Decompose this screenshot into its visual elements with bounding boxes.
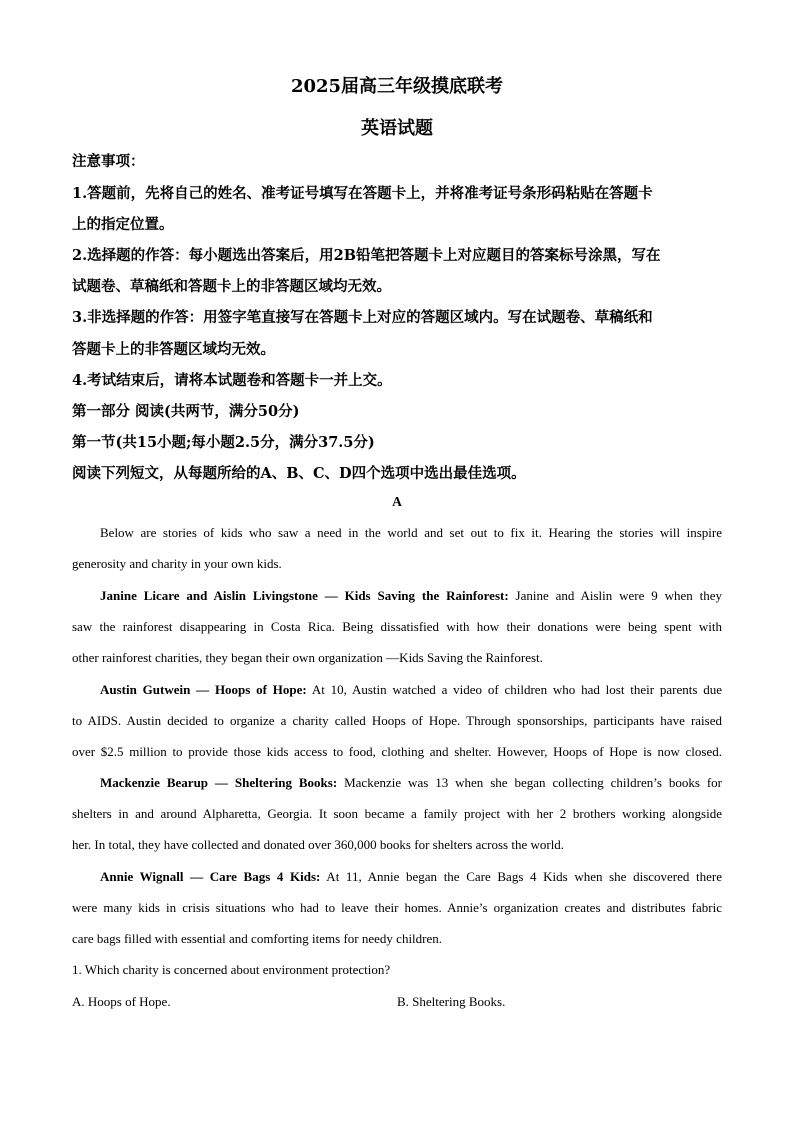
paragraph-4-line-2: were many kids in crisis situations who had to leave their homes. Annie’s organization creates and distributes fabric [72, 900, 722, 915]
subject-title: 英语试题 [361, 118, 433, 139]
note-1-line-1: 1.答题前，先将自己的姓名、准考证号填写在答题卡上，并将准考证号条形码粘贴在答题卡 [72, 185, 653, 202]
passage-label: A [392, 494, 402, 509]
subpart-heading: 第一节(共15小题;每小题2.5分，满分37.5分) [72, 434, 375, 451]
paragraph-1-line-1: Janine Licare and Aislin Livingstone — Kids Saving the Rainforest: Janine and Aislin were 9 when they [100, 588, 723, 603]
paragraph-4-title: Annie Wignall — Care Bags 4 Kids: [100, 869, 321, 884]
paragraph-2-title: Austin Gutwein — Hoops of Hope: [100, 682, 307, 697]
paragraph-3-line-3: her. In total, they have collected and donated over 360,000 books for shelters across the world. [72, 837, 565, 852]
question-1-option-b[interactable]: B. Sheltering Books. [397, 994, 506, 1009]
note-1-line-2: 上的指定位置。 [72, 216, 174, 233]
intro-line-1: Below are stories of kids who saw a need in the world and set out to fix it. Hearing the stories will inspire [100, 525, 722, 540]
note-3-line-1: 3.非选择题的作答：用签字笔直接写在答题卡上对应的答题区域内。写在试题卷、草稿纸和 [72, 309, 653, 326]
paragraph-3-title: Mackenzie Bearup — Sheltering Books: [100, 775, 338, 790]
paragraph-2-line-3: over $2.5 million to provide those kids access to food, clothing and shelter. However, Hoops of Hope is now closed. [72, 744, 722, 759]
paragraph-2-line-2: to AIDS. Austin decided to organize a charity called Hoops of Hope. Through sponsorships, participants have raised [72, 713, 722, 728]
exam-title: 2025届高三年级摸底联考 [290, 76, 504, 97]
paragraph-3-line-2: shelters in and around Alpharetta, Georgia. It soon became a family project with her 2 brothers working alongside [72, 806, 722, 821]
note-4: 4.考试结束后，请将本试题卷和答题卡一并上交。 [72, 372, 392, 389]
note-3-line-2: 答题卡上的非答题区域均无效。 [72, 341, 275, 358]
note-2-line-1: 2.选择题的作答：每小题选出答案后，用2B铅笔把答题卡上对应题目的答案标号涂黑，写在 [72, 247, 661, 264]
part-heading: 第一部分 阅读(共两节，满分50分) [72, 403, 300, 420]
intro-line-2: generosity and charity in your own kids. [72, 556, 282, 571]
paragraph-1-title: Janine Licare and Aislin Livingstone — Kids Saving the Rainforest: [100, 588, 509, 603]
paragraph-1-line-3: other rainforest charities, they began their own organization —Kids Saving the Rainforest. [72, 650, 543, 665]
notes-heading: 注意事项： [72, 153, 145, 170]
note-2-line-2: 试题卷、草稿纸和答题卡上的非答题区域均无效。 [72, 278, 391, 295]
paragraph-4-line-3: care bags filled with essential and comforting items for needy children. [72, 931, 443, 946]
question-1-option-a[interactable]: A. Hoops of Hope. [72, 994, 171, 1009]
paragraph-3-line-1: Mackenzie Bearup — Sheltering Books: Mackenzie was 13 when she began collecting children’s books for [100, 775, 722, 790]
question-1-stem: 1. Which charity is concerned about environment protection? [72, 962, 391, 977]
reading-instruction: 阅读下列短文，从每题所给的A、B、C、D四个选项中选出最佳选项。 [72, 465, 526, 482]
paragraph-1-line-2: saw the rainforest disappearing in Costa Rica. Being dissatisfied with how their donations were being spent with [72, 619, 722, 634]
paragraph-4-line-1: Annie Wignall — Care Bags 4 Kids: At 11, Annie began the Care Bags 4 Kids when she discovered there [100, 869, 723, 884]
paragraph-2-line-1: Austin Gutwein — Hoops of Hope: At 10, Austin watched a video of children who had lost their parents due [100, 682, 722, 697]
